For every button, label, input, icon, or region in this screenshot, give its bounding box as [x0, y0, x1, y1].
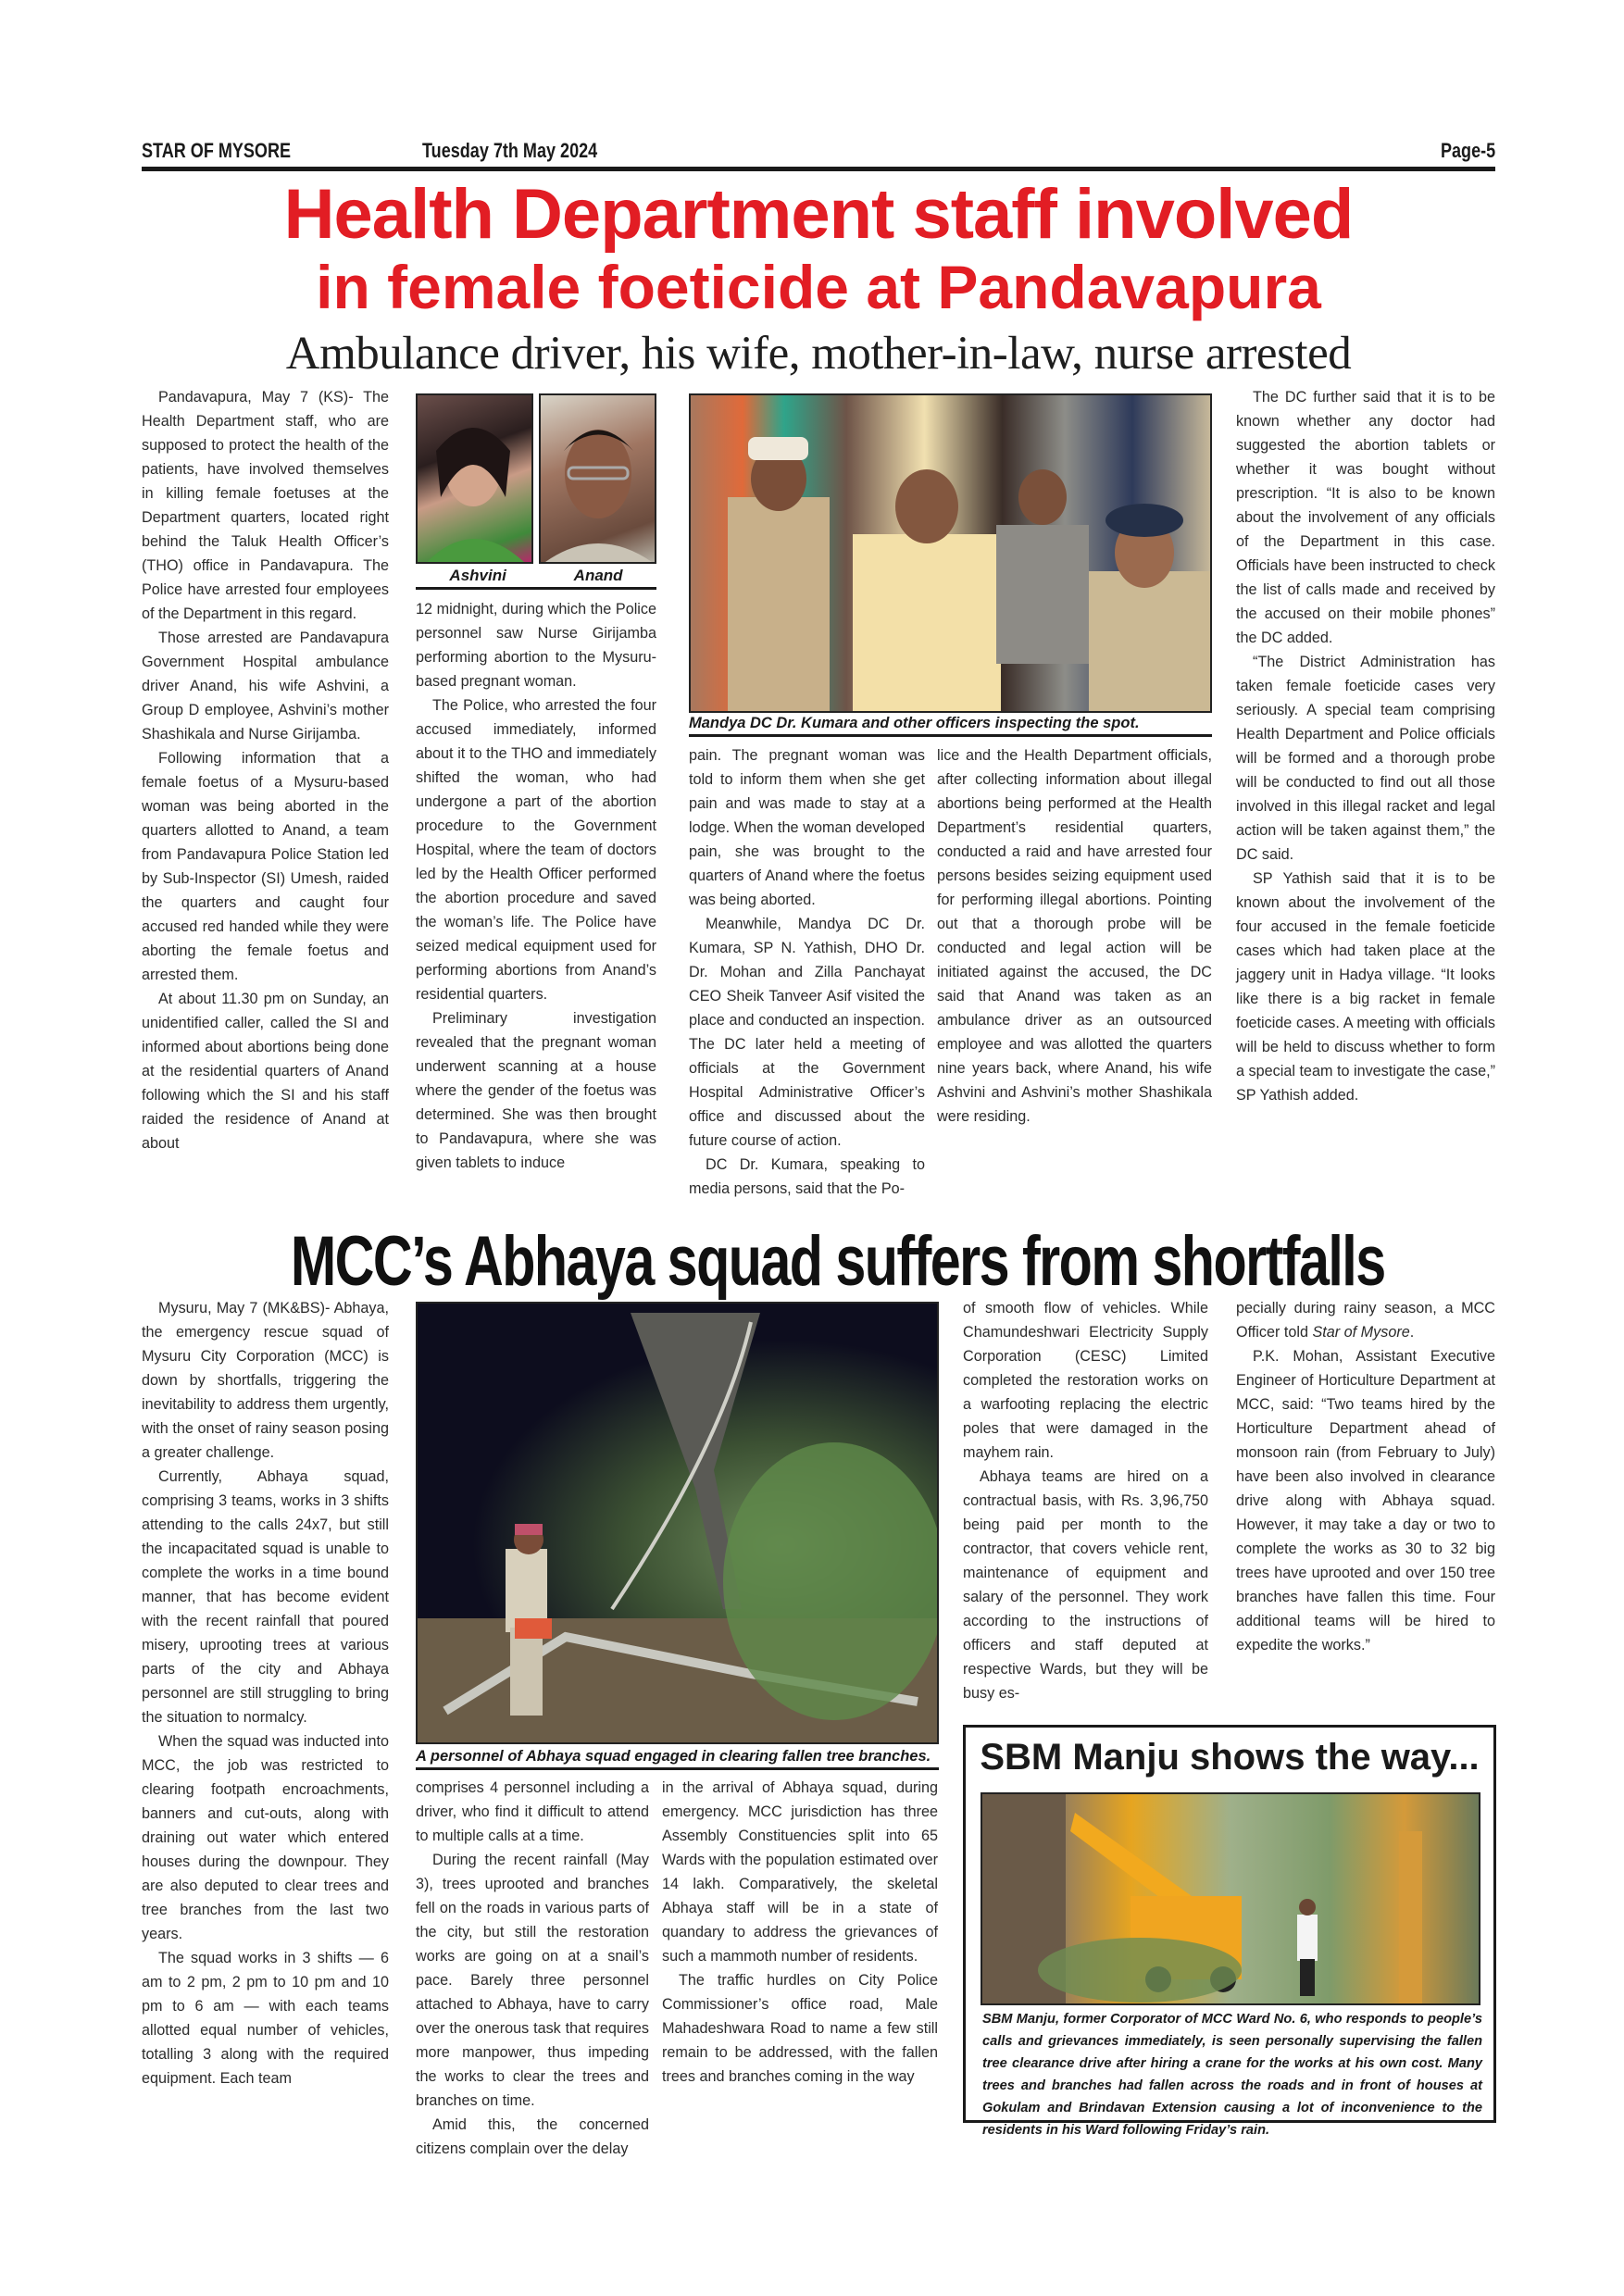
paragraph: of smooth flow of vehicles. While Chamundeshwari Electricity Supply Corporation (CESC) Limited completed the restoration works on a warfooting replacing the electric poles that were damaged in the mayhem rain.: [963, 1300, 1208, 1461]
story1-headline-line2: in female foeticide at Pandavapura: [316, 253, 1321, 321]
sbm-manju-sidebar-box: [963, 1725, 1496, 2138]
paragraph: The DC further said that it is to be known whether any doctor had suggested the abortion tablets or whether it was bought without prescription. “It is also to be known about the involvement of any officials of the Department in this case. Officials have been instructed to check the list of calls made and received by the accused on their mobile phones” the DC added.: [1236, 389, 1495, 646]
paragraph: At about 11.30 pm on Sunday, an unidentified caller, called the SI and informed about abortions being done at the residential quarters of Anand following which the SI and his staff raided the residence of Anand at about: [142, 991, 389, 1152]
newspaper-name: STAR OF MYSORE: [142, 139, 292, 162]
story1-column-5: [1236, 385, 1495, 1107]
story1-subheadline: Ambulance driver, his wife, mother-in-law, nurse arrested: [285, 328, 1352, 380]
paragraph: Meanwhile, Mandya DC Dr. Kumara, SP N. Yathish, DHO Dr. Dr. Mohan and Zilla Panchayat CEO Sheik Tanveer Asif visited the place and conducted an inspection. The DC later held a meeting of officials at the Government Hospital Administrative Officer’s office and discussed about the future course of action.: [689, 916, 925, 1149]
paragraph: “The District Administration has taken female foeticide cases very seriously. A special team comprising Health Department and Police officials will be formed and a thorough probe will be conducted to find out all those involved in this illegal racket and legal action will be taken against them,” the DC said.: [1236, 654, 1495, 863]
portrait-name-right: Anand: [573, 567, 623, 584]
fallen-tree-photo: [416, 1302, 939, 1744]
story1-column-2: [416, 597, 656, 1175]
paragraph: The traffic hurdles on City Police Commissioner’s office road, Male Mahadeshwara Road to name a few still remain to be addressed, with the fallen trees and branches coming in the way: [662, 1972, 938, 2085]
paragraph: Those arrested are Pandavapura Government Hospital ambulance driver Anand, his wife Ashvini, a Group D employee, Ashvini’s mother Shashikala and Nurse Girijamba.: [142, 630, 389, 742]
paragraph: Preliminary investigation revealed that the pregnant woman underwent scanning at a house where the gender of the foetus was determined. She was then brought to Pandavapura, where she was given tablets to induce: [416, 1010, 656, 1171]
story1-column-4: [937, 743, 1212, 1129]
paragraph: Abhaya teams are hired on a contractual basis, with Rs. 3,96,750 being paid per month to the contractor, that covers vehicle rent, maintenance of equipment and salary of the personnel. They work according to the instructions of officers and staff deputed at respective Wards, but they will be busy es-: [963, 1468, 1208, 1702]
sidebar-title: SBM Manju shows the way...: [980, 1737, 1480, 1778]
officers-inspection-photo: [689, 393, 1212, 713]
paragraph: Currently, Abhaya squad, comprising 3 teams, works in 3 shifts attending to the calls 24x7, but still the incapacitated squad is unable to complete the works in a time bound manner, that has become evident with the recent rainfall that poured misery, uprooting trees at various parts of the city and Abhaya personnel are still struggling to bring the situation to normalcy.: [142, 1468, 389, 1726]
publication-name-italic: Star of Mysore: [1312, 1324, 1410, 1341]
story2-headline: MCC’s Abhaya squad suffers from shortfalls: [290, 1222, 1385, 1301]
sidebar-caption: SBM Manju, former Corporator of MCC Ward No. 6, who responds to people’s calls and grievances immediately, is seen personally supervising the fallen tree clearance drive after hiring a crane for the works at his own cost. Many trees and branches had fallen across the roads and in front of houses at Gokulam and Brindavan Extension causing a lot of inconvenience to the residents in his Ward following Friday’s rain.: [982, 2012, 1482, 2138]
page-number: Page-5: [1440, 139, 1495, 162]
crane-scene-illustration-icon: [982, 1794, 1479, 2003]
fallen-tree-photo-caption: A personnel of Abhaya squad engaged in clearing fallen tree branches.: [416, 1748, 939, 1770]
paragraph: The squad works in 3 shifts — 6 am to 2 pm, 2 pm to 10 pm and 10 pm to 6 am — with each teams allotted equal number of vehicles, totalling 3 along with the required equipment. Each team: [142, 1950, 389, 2087]
story2-column-3: [662, 1776, 938, 2089]
story1-column-3: [689, 743, 925, 1201]
paragraph: The Police, who arrested the four accused immediately, informed about it to the THO and immediately shifted the woman, who had undergone a part of the abortion procedure to the Government Hospital, where the team of doctors led by the Health Officer performed the abortion procedure and saved the woman’s life. The Police have seized medical equipment used for performing abortions from Anand’s residential quarters.: [416, 697, 656, 1003]
paragraph: When the squad was inducted into MCC, the job was restricted to clearing footpath encroachments, banners and cut-outs, along with draining out water which entered houses during the downpour. They are also deputed to clear trees and tree branches from the last two years.: [142, 1733, 389, 1942]
story1-headline-line1: Health Department staff involved: [283, 175, 1354, 254]
officers-photo-caption: Mandya DC Dr. Kumara and other officers inspecting the spot.: [689, 715, 1212, 737]
paragraph: SP Yathish said that it is to be known about the involvement of the four accused in the female foeticide cases which had taken place at the jaggery unit in Hadya village. “It looks like there is a big racket in female foeticide cases. A meeting with officials will be held to discuss whether to form a special team to investigate the case,” SP Yathish added.: [1236, 870, 1495, 1104]
paragraph: 12 midnight, during which the Police personnel saw Nurse Girijamba performing abortion to the Mysuru-based pregnant woman.: [416, 601, 656, 690]
paragraph: pain. The pregnant woman was told to inform them when she get pain and was made to stay at a lodge. When the woman developed pain, she was brought to the quarters of Anand where the foetus was being aborted.: [689, 747, 925, 908]
paragraph: Mysuru, May 7 (MK&BS)- Abhaya, the emergency rescue squad of Mysuru City Corporation (MCC) is down by shortfalls, triggering the inevitability to address them urgently, with the onset of rainy season posing a greater challenge.: [142, 1300, 389, 1461]
paragraph: in the arrival of Abhaya squad, during emergency. MCC jurisdiction has three Assembly Constituencies split into 65 Wards with the population estimated over 14 lakh. Comparatively, the skeletal Abhaya staff will be in a state of quandary to address the grievances of such a mammoth number of residents.: [662, 1779, 938, 1965]
portrait-names: [416, 567, 656, 590]
portrait-photo-anand: [539, 393, 656, 564]
tree-clearing-illustration-icon: [418, 1304, 937, 1742]
issue-date: Tuesday 7th May 2024: [422, 139, 598, 162]
story2-column-4: [963, 1296, 1208, 1705]
paragraph: lice and the Health Department officials, after collecting information about illegal abortions being performed at the Health Department’s residential quarters, conducted a raid and have arrested four persons besides seizing equipment used for performing illegal abortions. Pointing out that a thorough probe will be conducted and legal action will be initiated against the accused, the DC said that Anand was taken as an ambulance driver as an outsourced employee and was allotted the quarters nine years back, where Anand, his wife Ashvini and Ashvini’s mother Shashikala were residing.: [937, 747, 1212, 1125]
paragraph: pecially during rainy season, a MCC Officer told Star of Mysore.: [1236, 1300, 1495, 1341]
paragraph: comprises 4 personnel including a driver, who find it difficult to attend to multiple calls at a time.: [416, 1779, 649, 1844]
paragraph: Amid this, the concerned citizens complain over the delay: [416, 2116, 649, 2157]
story1-column-1: [142, 385, 389, 1155]
crane-tree-clearance-photo: [981, 1792, 1480, 2005]
officers-group-illustration-icon: [691, 395, 1210, 711]
story2-column-5: [1236, 1296, 1495, 1657]
masthead-rule: [142, 167, 1495, 171]
paragraph: Following information that a female foetus of a Mysuru-based woman was being aborted in the quarters allotted to Anand, a team from Pandavapura Police Station led by Sub-Inspector (SI) Umesh, raided the quarters and caught four accused red handed while they were aborting the female foetus and arrested them.: [142, 750, 389, 983]
paragraph: P.K. Mohan, Assistant Executive Engineer of Horticulture Department at MCC, said: “Two teams hired by the Horticulture Department ahead of monsoon rain (from February to July) have been also involved in clearance drive along with Abhaya squad. However, it may take a day or two to complete the works as 30 to 32 big trees have uprooted and over 150 tree branches have fallen this time. Four additional teams will be hired to expedite the works.”: [1236, 1348, 1495, 1653]
person-silhouette-icon: [541, 395, 655, 562]
portrait-photo-ashvini: [416, 393, 533, 564]
paragraph: During the recent rainfall (May 3), trees uprooted and branches fell on the roads in various parts of the city, but still the restoration works are going on at a snail’s pace. Barely three personnel attached to Abhaya, have to carry over the onerous task that requires more manpower, thus impeding the works to clear the trees and branches on time.: [416, 1852, 649, 2109]
paragraph: DC Dr. Kumara, speaking to media persons, said that the Po-: [689, 1156, 925, 1197]
paragraph: Pandavapura, May 7 (KS)- The Health Department staff, who are supposed to protect the health of the patients, have involved themselves in killing female foetuses at the Department quarters, located right behind the Taluk Health Officer’s (THO) office in Pandavapura. The Police have arrested four employees of the Department in this regard.: [142, 389, 389, 622]
portrait-name-left: Ashvini: [449, 567, 506, 584]
story2-column-1: [142, 1296, 389, 2090]
masthead: [142, 139, 1495, 163]
story2-column-2: [416, 1776, 649, 2161]
person-silhouette-icon: [418, 395, 531, 562]
